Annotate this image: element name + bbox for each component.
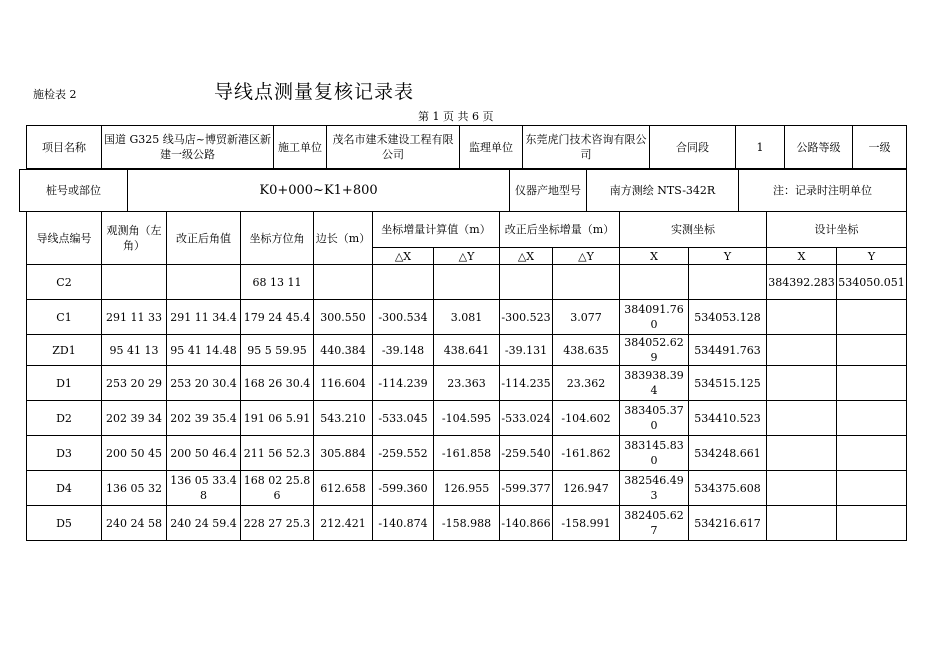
side-length-cell: 440.384: [314, 335, 373, 366]
document-title: 导线点测量复核记录表: [214, 81, 415, 103]
corrected-angle-cell: 253 20 30.4: [167, 366, 241, 401]
contractor-label: 施工单位: [274, 126, 327, 169]
station-info-table: [19, 169, 907, 212]
road-grade-value: 一级: [853, 126, 907, 169]
table-row: [27, 401, 907, 436]
page-info: 第 1 页 共 6 页: [418, 110, 494, 123]
azimuth-cell: 179 24 45.4: [241, 300, 314, 335]
instrument-value: 南方测绘 NTS-342R: [587, 170, 739, 212]
table-row: [27, 335, 907, 366]
corrected-dx-cell: -259.540: [500, 436, 553, 471]
calc-dy-cell: [434, 265, 500, 300]
corrected-dy-cell: 438.635: [553, 335, 620, 366]
corrected-dx-cell: -533.024: [500, 401, 553, 436]
measured-y-cell: 534515.125: [689, 366, 767, 401]
corrected-dx-cell: -140.866: [500, 506, 553, 541]
side-length-cell: [314, 265, 373, 300]
corrected-angle-cell: 200 50 46.4: [167, 436, 241, 471]
corrected-dy-cell: 126.947: [553, 471, 620, 506]
design-y-cell: [837, 401, 907, 436]
corrected-dx-cell: -599.377: [500, 471, 553, 506]
point-no-cell: C1: [27, 300, 102, 335]
measured-x-cell: [620, 265, 689, 300]
design-x-cell: [767, 436, 837, 471]
point-no-cell: D5: [27, 506, 102, 541]
observed-angle-cell: 136 05 32: [102, 471, 167, 506]
azimuth-cell: 168 02 25.86: [241, 471, 314, 506]
station-label: 桩号或部位: [20, 170, 128, 212]
table-row: [27, 265, 907, 300]
design-x-cell: 384392.283: [767, 265, 837, 300]
form-number: 施检表 2: [33, 88, 77, 101]
point-no-cell: D1: [27, 366, 102, 401]
design-x-cell: [767, 471, 837, 506]
azimuth-cell: 228 27 25.3: [241, 506, 314, 541]
calc-dy-cell: -161.858: [434, 436, 500, 471]
header-measured-x: X: [620, 248, 689, 265]
observed-angle-cell: 291 11 33: [102, 300, 167, 335]
design-y-cell: [837, 335, 907, 366]
header-design-coord: 设计坐标: [767, 212, 907, 248]
design-y-cell: [837, 436, 907, 471]
corrected-dx-cell: -300.523: [500, 300, 553, 335]
observed-angle-cell: 253 20 29: [102, 366, 167, 401]
side-length-cell: 212.421: [314, 506, 373, 541]
header-increment-corrected: 改正后坐标增量（m）: [500, 212, 620, 248]
corrected-dy-cell: 3.077: [553, 300, 620, 335]
corrected-dy-cell: -158.991: [553, 506, 620, 541]
header-measured-coord: 实测坐标: [620, 212, 767, 248]
road-grade-label: 公路等级: [785, 126, 853, 169]
corrected-angle-cell: 202 39 35.4: [167, 401, 241, 436]
calc-dx-cell: -300.534: [373, 300, 434, 335]
side-length-cell: 300.550: [314, 300, 373, 335]
calc-dx-cell: -599.360: [373, 471, 434, 506]
header-side-length: 边长（m）: [314, 212, 373, 265]
corrected-dy-cell: 23.362: [553, 366, 620, 401]
header-measured-y: Y: [689, 248, 767, 265]
design-y-cell: [837, 300, 907, 335]
measured-x-cell: 382546.493: [620, 471, 689, 506]
corrected-dy-cell: -104.602: [553, 401, 620, 436]
design-y-cell: 534050.051: [837, 265, 907, 300]
azimuth-cell: 168 26 30.4: [241, 366, 314, 401]
contractor-value: 茂名市建禾建设工程有限公司: [327, 126, 460, 169]
header-corr-dy: △Y: [553, 248, 620, 265]
measured-y-cell: 534375.608: [689, 471, 767, 506]
design-x-cell: [767, 401, 837, 436]
header-point-no: 导线点编号: [27, 212, 102, 265]
calc-dy-cell: 3.081: [434, 300, 500, 335]
table-row: [27, 436, 907, 471]
point-no-cell: ZD1: [27, 335, 102, 366]
project-name-label: 项目名称: [27, 126, 102, 169]
calc-dx-cell: [373, 265, 434, 300]
measured-y-cell: 534248.661: [689, 436, 767, 471]
observed-angle-cell: 240 24 58: [102, 506, 167, 541]
header-increment-calc: 坐标增量计算值（m）: [373, 212, 500, 248]
design-x-cell: [767, 300, 837, 335]
header-design-y: Y: [837, 248, 907, 265]
azimuth-cell: 95 5 59.95: [241, 335, 314, 366]
header-calc-dy: △Y: [434, 248, 500, 265]
contract-section-value: 1: [736, 126, 785, 169]
design-y-cell: [837, 366, 907, 401]
station-value: K0+000~K1+800: [128, 170, 510, 212]
measured-x-cell: 383938.394: [620, 366, 689, 401]
observed-angle-cell: 202 39 34: [102, 401, 167, 436]
header-observed-angle: 观测角（左角）: [102, 212, 167, 265]
point-no-cell: D2: [27, 401, 102, 436]
header-corr-dx: △X: [500, 248, 553, 265]
supervisor-value: 东莞虎门技术咨询有限公司: [523, 126, 650, 169]
measured-x-cell: 383145.830: [620, 436, 689, 471]
corrected-angle-cell: 136 05 33.48: [167, 471, 241, 506]
point-no-cell: C2: [27, 265, 102, 300]
calc-dy-cell: 438.641: [434, 335, 500, 366]
header-calc-dx: △X: [373, 248, 434, 265]
observed-angle-cell: 200 50 45: [102, 436, 167, 471]
azimuth-cell: 211 56 52.3: [241, 436, 314, 471]
design-x-cell: [767, 335, 837, 366]
measured-y-cell: [689, 265, 767, 300]
design-y-cell: [837, 506, 907, 541]
measured-x-cell: 382405.627: [620, 506, 689, 541]
header-corrected-angle: 改正后角值: [167, 212, 241, 265]
table-row: [27, 300, 907, 335]
traverse-data-table: [26, 211, 907, 541]
corrected-dx-cell: -114.235: [500, 366, 553, 401]
design-x-cell: [767, 366, 837, 401]
measured-x-cell: 384052.629: [620, 335, 689, 366]
corrected-dy-cell: [553, 265, 620, 300]
table-row: [27, 506, 907, 541]
table-row: [27, 471, 907, 506]
contract-section-label: 合同段: [650, 126, 736, 169]
calc-dx-cell: -259.552: [373, 436, 434, 471]
corrected-dy-cell: -161.862: [553, 436, 620, 471]
calc-dx-cell: -140.874: [373, 506, 434, 541]
design-y-cell: [837, 471, 907, 506]
measured-x-cell: 384091.760: [620, 300, 689, 335]
corrected-angle-cell: 291 11 34.4: [167, 300, 241, 335]
side-length-cell: 116.604: [314, 366, 373, 401]
project-info-table: [26, 125, 907, 169]
note-text: 注：记录时注明单位: [739, 170, 907, 212]
calc-dx-cell: -39.148: [373, 335, 434, 366]
calc-dx-cell: -533.045: [373, 401, 434, 436]
point-no-cell: D3: [27, 436, 102, 471]
supervisor-label: 监理单位: [460, 126, 523, 169]
side-length-cell: 305.884: [314, 436, 373, 471]
instrument-label: 仪器产地型号: [510, 170, 587, 212]
corrected-angle-cell: [167, 265, 241, 300]
azimuth-cell: 191 06 5.91: [241, 401, 314, 436]
measured-y-cell: 534216.617: [689, 506, 767, 541]
project-name-value: 国道 G325 线马店~博贸新港区新建一级公路: [102, 126, 274, 169]
design-x-cell: [767, 506, 837, 541]
measured-y-cell: 534410.523: [689, 401, 767, 436]
corrected-angle-cell: 95 41 14.48: [167, 335, 241, 366]
measured-y-cell: 534491.763: [689, 335, 767, 366]
side-length-cell: 543.210: [314, 401, 373, 436]
azimuth-cell: 68 13 11: [241, 265, 314, 300]
measured-x-cell: 383405.370: [620, 401, 689, 436]
table-row: [27, 366, 907, 401]
calc-dx-cell: -114.239: [373, 366, 434, 401]
observed-angle-cell: 95 41 13: [102, 335, 167, 366]
calc-dy-cell: -104.595: [434, 401, 500, 436]
measured-y-cell: 534053.128: [689, 300, 767, 335]
corrected-dx-cell: [500, 265, 553, 300]
observed-angle-cell: [102, 265, 167, 300]
header-design-x: X: [767, 248, 837, 265]
calc-dy-cell: 23.363: [434, 366, 500, 401]
side-length-cell: 612.658: [314, 471, 373, 506]
point-no-cell: D4: [27, 471, 102, 506]
corrected-dx-cell: -39.131: [500, 335, 553, 366]
header-azimuth: 坐标方位角: [241, 212, 314, 265]
calc-dy-cell: -158.988: [434, 506, 500, 541]
corrected-angle-cell: 240 24 59.4: [167, 506, 241, 541]
calc-dy-cell: 126.955: [434, 471, 500, 506]
